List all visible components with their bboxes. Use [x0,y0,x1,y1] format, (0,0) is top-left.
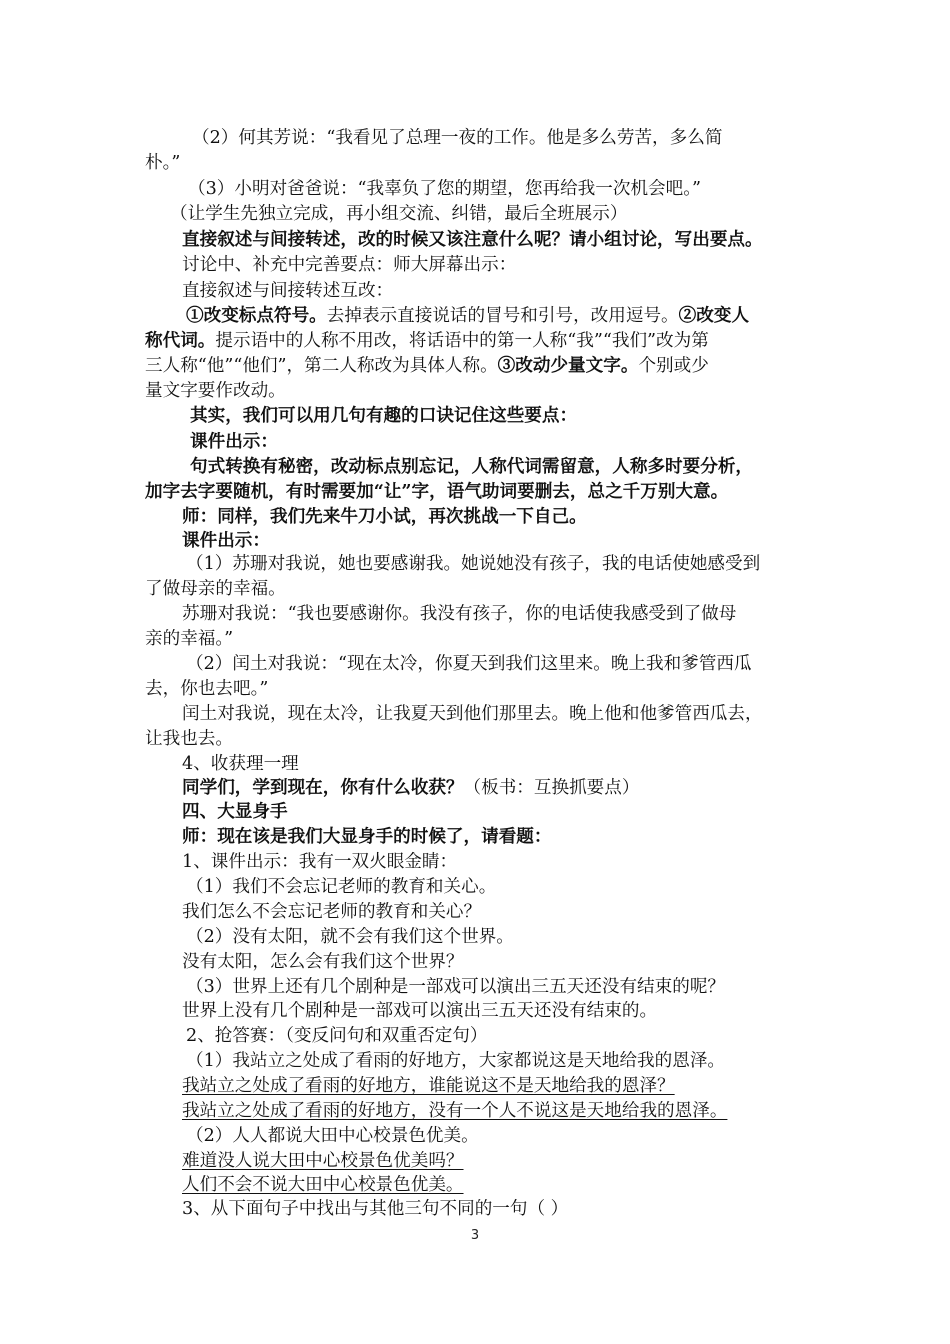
text-run: 个别或少 [638,356,709,376]
text-run: 提示语中的人称不用改，将话语中的第一人称“我”“我们”改为第 [215,331,709,351]
answer-line: 我站立之处成了看雨的好地方，没有一个人不说这是天地给我的恩泽。 [182,1101,728,1121]
text-run: 去掉表示直接说话的冒号和引号，改用逗号。 [326,306,679,326]
text-line: 直接叙述与间接转述，改的时候又该注意什么呢？请小组讨论，写出要点。 [182,229,763,250]
text-run: 三人称“他”“他们”，第二人称改为具体人称。 [145,356,498,376]
answer-line: 我站立之处成了看雨的好地方，谁能说这不是天地给我的恩泽？ [182,1076,675,1096]
text-line-mixed [182,777,639,799]
text-line: 课件出示： [182,530,270,551]
text-line: （2）何其芳说：“我看见了总理一夜的工作。他是多么劳苦，多么简 [192,128,723,148]
text-line: 没有太阳，怎么会有我们这个世界？ [182,952,464,972]
text-line-mixed [145,330,709,352]
text-line-mixed [186,305,749,327]
text-line: 我们怎么不会忘记老师的教育和关心？ [182,902,482,922]
text-line: （让学生先独立完成，再小组交流、纠错，最后全班展示） [170,204,628,224]
text-line: 其实，我们可以用几句有趣的口诀记住这些要点： [190,405,578,426]
text-run: 同学们，学到现在，你有什么收获？ [182,777,464,798]
text-run: （板书：互换抓要点） [463,778,640,798]
text-line: 去，你也去吧。” [145,679,269,699]
text-run: ①改变标点符号。 [186,305,327,326]
text-line: （2）没有太阳，就不会有我们这个世界。 [186,927,514,947]
text-line: 3、从下面句子中找出与其他三句不同的一句（ ） [182,1199,569,1219]
text-line: 让我也去。 [145,729,233,749]
text-line: 直接叙述与间接转述互改： [182,281,394,301]
text-line: （1）我们不会忘记老师的教育和关心。 [186,877,497,897]
text-line: 讨论中、补充中完善要点：师大屏幕出示： [182,255,517,275]
text-line-mixed [145,355,709,377]
text-line: 了做母亲的幸福。 [145,579,286,599]
text-line: 1、课件出示：我有一双火眼金睛： [182,852,458,872]
text-line: 加字去字要随机，有时需要加“让”字，语气助词要删去，总之千万别大意。 [145,481,729,502]
text-line: 师：同样，我们先来牛刀小试，再次挑战一下自己。 [182,506,587,527]
text-line: 4、收获理一理 [182,754,299,774]
text-line: （2）人人都说大田中心校景色优美。 [186,1126,479,1146]
text-line: （1）我站立之处成了看雨的好地方，大家都说这是天地给我的恩泽。 [186,1051,726,1071]
text-run: 称代词。 [145,330,216,351]
text-line: （3）小明对爸爸说：“我辜负了您的期望，您再给我一次机会吧。” [188,179,702,199]
answer-line: 难道没人说大田中心校景色优美吗？ [182,1151,464,1171]
text-line: 亲的幸福。” [145,629,234,649]
text-line: 朴。” [145,153,181,173]
answer-line: 人们不会不说大田中心校景色优美。 [182,1175,464,1195]
text-line: 句式转换有秘密，改动标点别忘记，人称代词需留意，人称多时要分析， [190,456,754,477]
text-line: 师：现在该是我们大显身手的时候了，请看题： [182,826,552,847]
text-line: 2、抢答赛：（变反问句和双重否定句） [186,1026,488,1046]
text-run: ②改变人 [678,305,750,326]
text-line: 苏珊对我说：“我也要感谢你。我没有孩子，你的电话使我感受到了做母 [182,604,737,624]
text-line: （2）闰土对我说：“现在太冷，你夏天到我们这里来。晚上我和爹管西瓜 [186,654,752,674]
text-line: 闰土对我说，现在太冷，让我夏天到他们那里去。晚上他和他爹管西瓜去， [182,704,763,724]
page-number: 3 [470,1228,480,1243]
text-line: 课件出示： [190,431,278,452]
text-line: （3）世界上还有几个剧种是一部戏可以演出三五天还没有结束的呢？ [186,977,726,997]
text-line: （1）苏珊对我说，她也要感谢我。她说她没有孩子，我的电话使她感受到 [186,554,761,574]
text-line: 量文字要作改动。 [145,381,286,401]
section-heading: 四、大显身手 [182,801,288,822]
text-line: 世界上没有几个剧种是一部戏可以演出三五天还没有结束的。 [182,1001,658,1021]
text-run: ③改动少量文字。 [497,355,639,376]
